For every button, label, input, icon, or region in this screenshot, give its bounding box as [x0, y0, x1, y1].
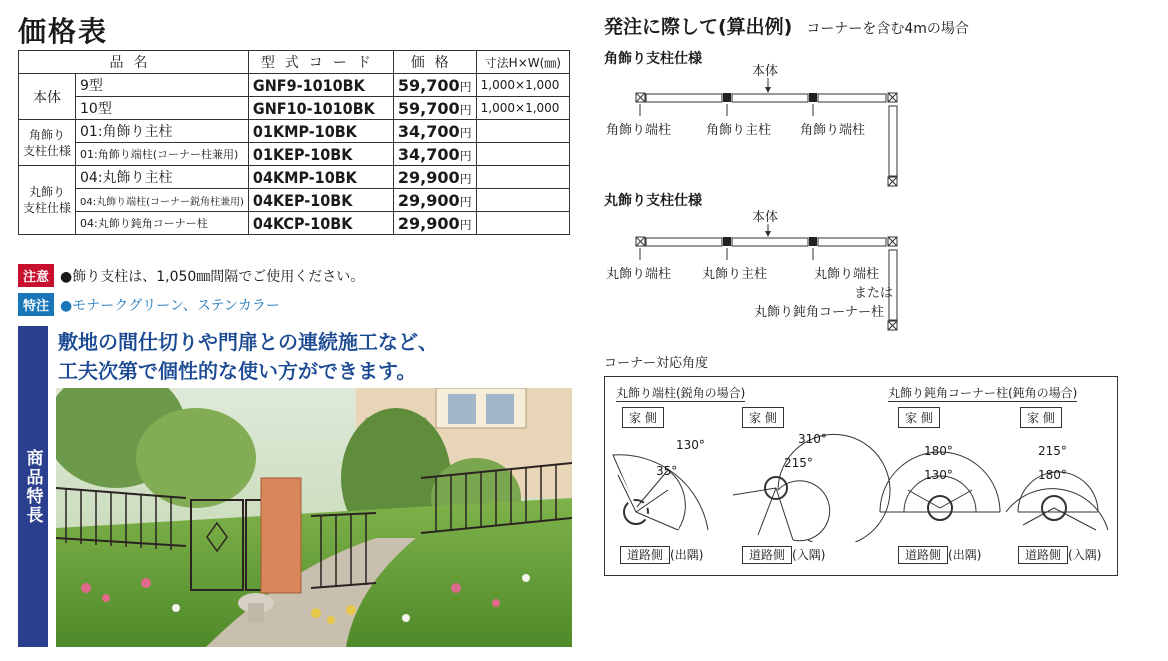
garden-fence-illustration	[56, 388, 572, 647]
price-table	[18, 50, 570, 235]
maru-label-2: 丸飾り主柱	[702, 267, 768, 282]
row-size: 1,000×1,000	[476, 97, 569, 120]
order-subtitle: コーナーを含む4mの場合	[806, 21, 969, 37]
header-name: 品名	[19, 51, 249, 74]
price-table-title: 価格表	[18, 15, 109, 48]
kaku-body-label: 本体	[752, 64, 779, 79]
special-text: ●モナークグリーン、ステンカラー	[60, 297, 280, 314]
row-size	[476, 120, 569, 143]
deg-a4-inner: 180°	[1038, 468, 1067, 482]
table-header-row	[19, 51, 570, 74]
row-code: GNF9-1010BK	[248, 74, 393, 97]
table-row	[19, 189, 570, 212]
row-size: 1,000×1,000	[476, 74, 569, 97]
group-label: 丸飾り 支柱仕様	[19, 166, 76, 235]
row-size	[476, 166, 569, 189]
angle-right-header: 丸飾り鈍角コーナー柱(鈍角の場合)	[888, 386, 1078, 400]
special-note	[18, 293, 280, 316]
row-price: 29,900円	[393, 166, 476, 189]
road-side-out-2: 道路側 (出隅)	[898, 546, 981, 563]
kaku-title: 角飾り支柱仕様	[604, 51, 702, 67]
caution-note	[18, 264, 364, 287]
row-name: 01:角飾り主柱	[76, 120, 249, 143]
table-row	[19, 74, 570, 97]
header-price: 価格	[393, 51, 476, 74]
row-name: 01:角飾り端柱(コーナー柱兼用)	[76, 143, 249, 166]
feature-catch: 敷地の間仕切りや門扉との連続施工など、 工夫次第で個性的な使い方ができます。	[58, 330, 438, 383]
row-size	[476, 189, 569, 212]
row-price: 29,900円	[393, 189, 476, 212]
row-name: 04:丸飾り鈍角コーナー柱	[76, 212, 249, 235]
feature-sidebar: 商品特長	[18, 326, 48, 647]
road-side-in-1: 道路側 (入隅)	[742, 546, 825, 563]
maru-label-4: 丸飾り鈍角コーナー柱	[754, 305, 885, 320]
house-side-label: 家 側	[742, 407, 784, 428]
order-title: 発注に際して(算出例)	[604, 16, 793, 38]
table-row	[19, 97, 570, 120]
table-row	[19, 212, 570, 235]
row-price: 34,700円	[393, 143, 476, 166]
deg-a2-inner: 215°	[784, 456, 813, 470]
row-price: 59,700円	[393, 97, 476, 120]
row-price: 29,900円	[393, 212, 476, 235]
row-code: 04KEP-10BK	[248, 189, 393, 212]
caution-tag: 注意	[18, 264, 54, 287]
kaku-label-3: 角飾り端柱	[800, 123, 866, 138]
deg-a1-inner: 35°	[656, 464, 678, 478]
house-side-label: 家 側	[1020, 407, 1062, 428]
row-name: 10型	[76, 97, 249, 120]
row-code: 04KCP-10BK	[248, 212, 393, 235]
order-heading	[604, 12, 969, 39]
road-side-in-2: 道路側 (入隅)	[1018, 546, 1101, 563]
road-side-out-1: 道路側 (出隅)	[620, 546, 703, 563]
house-side-label: 家 側	[898, 407, 940, 428]
row-price: 34,700円	[393, 120, 476, 143]
angle-title: コーナー対応角度	[604, 356, 709, 371]
row-code: 01KMP-10BK	[248, 120, 393, 143]
deg-a2-outer: 310°	[798, 432, 827, 446]
row-name: 9型	[76, 74, 249, 97]
maru-label-3: 丸飾り端柱	[814, 267, 880, 282]
house-side-label: 家 側	[622, 407, 664, 428]
deg-a4-outer: 215°	[1038, 444, 1067, 458]
deg-a3-outer: 180°	[924, 444, 953, 458]
row-name: 04:丸飾り主柱	[76, 166, 249, 189]
row-price: 59,700円	[393, 74, 476, 97]
kaku-label-2: 角飾り主柱	[706, 123, 772, 138]
caution-text: ●飾り支柱は、1,050㎜間隔でご使用ください。	[60, 268, 365, 285]
special-tag: 特注	[18, 293, 54, 316]
group-label: 角飾り 支柱仕様	[19, 120, 76, 166]
row-name: 04:丸飾り端柱(コーナー鋭角柱兼用)	[76, 189, 249, 212]
maru-label-1: 丸飾り端柱	[606, 267, 672, 282]
maru-label-or: または	[854, 286, 894, 301]
group-label: 本体	[19, 74, 76, 120]
maru-title: 丸飾り支柱仕様	[604, 193, 702, 209]
header-size: 寸法H×W(㎜)	[476, 51, 569, 74]
table-row	[19, 143, 570, 166]
kaku-label-1: 角飾り端柱	[606, 123, 672, 138]
row-code: GNF10-1010BK	[248, 97, 393, 120]
row-size	[476, 143, 569, 166]
row-code: 01KEP-10BK	[248, 143, 393, 166]
row-code: 04KMP-10BK	[248, 166, 393, 189]
row-size	[476, 212, 569, 235]
table-row	[19, 166, 570, 189]
angle-left-header: 丸飾り端柱(鋭角の場合)	[616, 386, 746, 400]
maru-body-label: 本体	[752, 210, 779, 225]
deg-a3-inner: 130°	[924, 468, 953, 482]
deg-a1-outer: 130°	[676, 438, 705, 452]
header-code: 型式コード	[248, 51, 393, 74]
table-row	[19, 120, 570, 143]
